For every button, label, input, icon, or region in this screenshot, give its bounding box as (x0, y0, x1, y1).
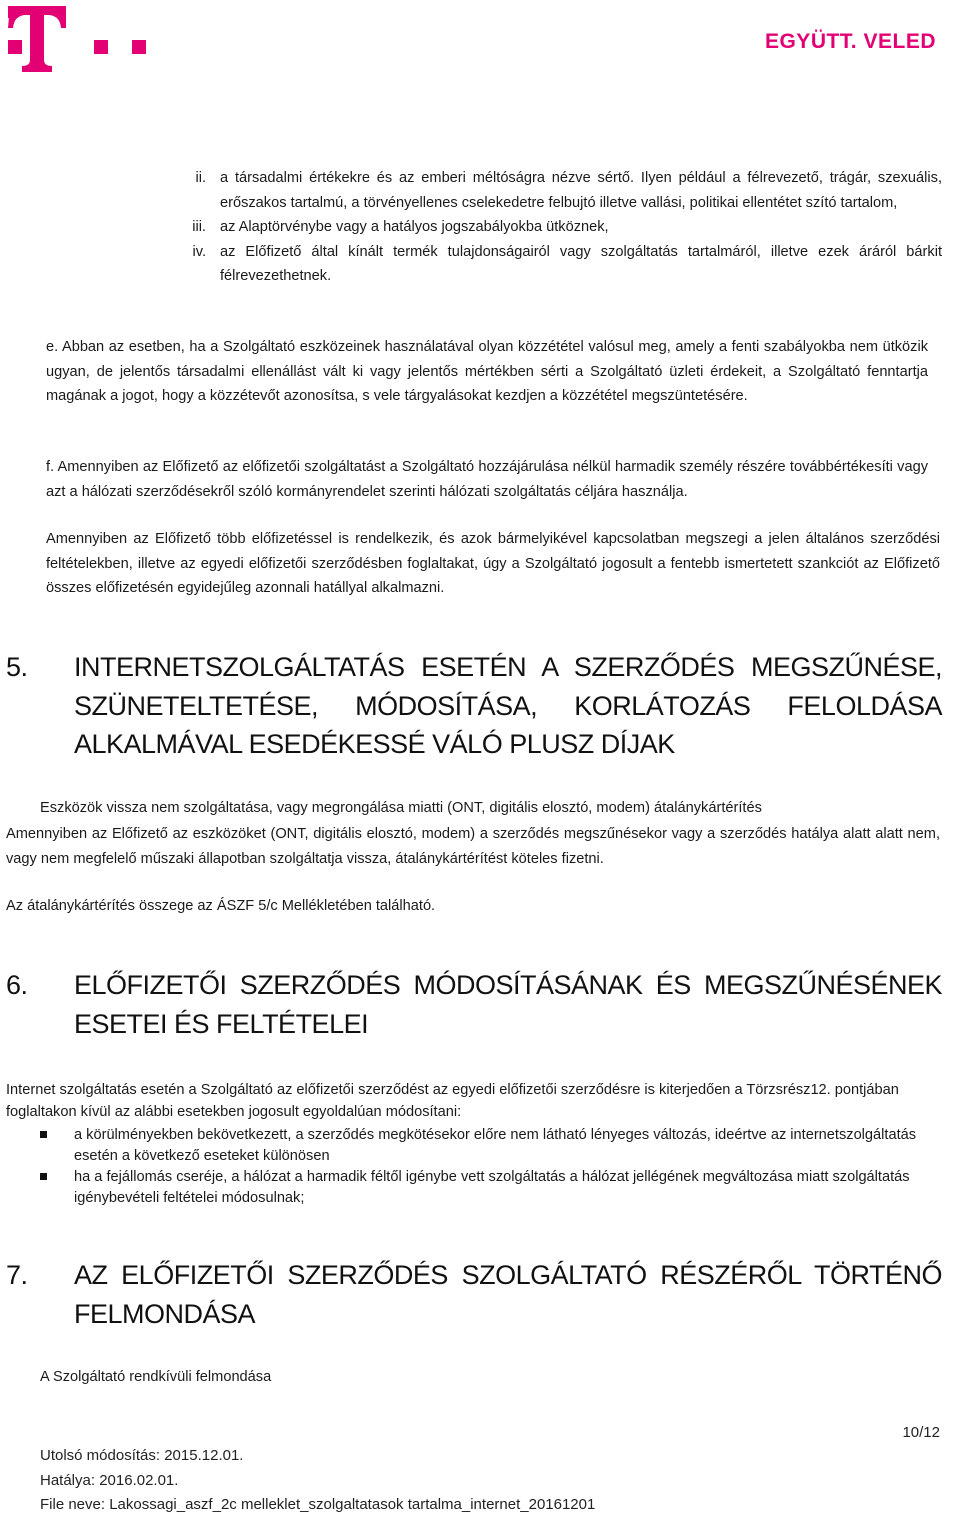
square-bullet-icon (6, 1125, 74, 1167)
section-5-heading (6, 648, 942, 764)
section-5-amount-note: Az átalánykártérítés összege az ÁSZF 5/c Mellékletében található. (6, 898, 436, 914)
list-item-number: iii. (192, 219, 206, 235)
list-item-number: iv. (192, 243, 206, 260)
section-number: 7. (6, 1260, 28, 1290)
last-modified: Utolsó módosítás: 2015.12.01. (40, 1447, 244, 1464)
list-item (6, 1167, 936, 1209)
section-title: ELŐFIZETŐI SZERZŐDÉS MÓDOSÍTÁSÁNAK ÉS MEGSZŰNÉSÉNEK ESETEI ÉS FELTÉTELEI (74, 970, 942, 1039)
section-5-subheading: Eszközök vissza nem szolgáltatása, vagy megrongálása miatti (ONT, digitális elosztó, modem) átalánykártérítés (40, 800, 762, 816)
list-item (6, 1125, 936, 1167)
list-item (160, 240, 942, 289)
bullet-text: ha a fejállomás cseréje, a hálózat a harmadik féltől igénybe vett szolgáltatás a hálózat jellégének megváltozása miatt szolgáltatás igénybevételi feltételei módosulnak; (74, 1169, 910, 1206)
section-6-intro: Internet szolgáltatás esetén a Szolgáltató az előfizetői szerződést az egyedi előfizetői szerződésre is kiterjedően a Törzsrész12. pontjában foglaltakon kívül az alábbi esetekben jogosult egyoldalúan módosítani: (6, 1082, 899, 1120)
list-item-text: az Alaptörvénybe vagy a hatályos jogszabályokba ütköznek, (220, 219, 609, 235)
file-name: File neve: Lakossagi_aszf_2c melleklet_szolgaltatasok tartalma_internet_20161201 (40, 1496, 596, 1513)
list-item (160, 166, 942, 215)
section-7-heading (6, 1256, 942, 1333)
list-item (160, 215, 942, 240)
bullet-text: a körülményekben bekövetkezett, a szerződés megkötésekor előre nem látható lényeges változás, ideértve az internetszolgáltatás esetén a következő eseteket különösen (74, 1127, 917, 1164)
section-6-bullet-list (6, 1125, 936, 1209)
paragraph-multiple-subscriptions: Amennyiben az Előfizető több előfizetéssel is rendelkezik, és azok bármelyikével kapcsolatban megszegi a jelen általános szerződési feltételekben, illetve az egyedi előfizetői szerződésben foglaltakat, úgy a Szolgáltató jogosult a fentebb ismertetett szankciót az Előfizető összes előfizetésén egyidejűleg azonnali hatállyal alkalmazni. (46, 531, 940, 596)
effective-date: Hatálya: 2016.02.01. (40, 1471, 179, 1489)
section-title: INTERNETSZOLGÁLTATÁS ESETÉN A SZERZŐDÉS MEGSZŰNÉSE, SZÜNETELTETÉSE, MÓDOSÍTÁSA, KORLÁTOZÁS FELOLDÁSA ALKALMÁVAL ESEDÉKESSÉ VÁLÓ PLUSZ DÍJAK (74, 652, 942, 759)
section-number: 5. (6, 652, 28, 682)
section-6-heading (6, 966, 942, 1043)
section-7-subheading: A Szolgáltató rendkívüli felmondása (40, 1369, 272, 1385)
section-5-paragraph: Amennyiben az Előfizető az eszközöket (ONT, digitális elosztó, modem) a szerződés megszűnésekor vagy a szerződés hatálya alatt alatt nem, vagy nem megfelelő műszaki állapotban szolgáltatja vissza, átalánykártérítést köteles fizetni. (6, 826, 940, 867)
section-number: 6. (6, 970, 28, 1000)
telekom-logo-icon (8, 6, 148, 72)
list-item-text: az Előfizető által kínált termék tulajdonságairól vagy szolgáltatás tartalmáról, illetve ezek áráról bárkit félrevezethetnek. (220, 243, 942, 284)
section-title: AZ ELŐFIZETŐI SZERZŐDÉS SZOLGÁLTATÓ RÉSZÉRŐL TÖRTÉNŐ FELMONDÁSA (74, 1260, 942, 1329)
paragraph-f: f. Amennyiben az Előfizető az előfizetői szolgáltatást a Szolgáltató hozzájárulása nélkül harmadik személy részére továbbértékesíti vagy azt a hálózati szerződésekről szóló kormányrendelet szerinti hálózati szolgáltatás céljára használja. (46, 459, 928, 500)
page-number: 10/12 (902, 1424, 940, 1441)
square-bullet-icon (6, 1167, 74, 1209)
numbered-list (160, 166, 942, 289)
paragraph-e: e. Abban az esetben, ha a Szolgáltató eszközeinek használatával olyan közzététel valósul meg, amely a fenti szabályokba nem ütközik ugyan, de jelentős társadalmi ellenállást vált ki vagy jelentős mértékben sérti a Szolgáltató üzleti érdekeit, a Szolgáltató fenntartja magának a jogot, hogy a közzétevőt azonosítsa, s vele tárgyalásokat kezdjen a közzététel megszüntetésére. (46, 339, 928, 404)
list-item-text: a társadalmi értékekre és az emberi méltóságra nézve sértő. Ilyen például a félrevezető, trágár, szexuális, erőszakos tartalmú, a törvényellenes cselekedetre felbujtó illetve vallási, politikai ellentétet szító tartalom, (220, 170, 942, 211)
document-footer (40, 1444, 595, 1518)
list-item-number: ii. (195, 170, 206, 186)
brand-slogan: EGYÜTT. VELED (764, 30, 936, 53)
